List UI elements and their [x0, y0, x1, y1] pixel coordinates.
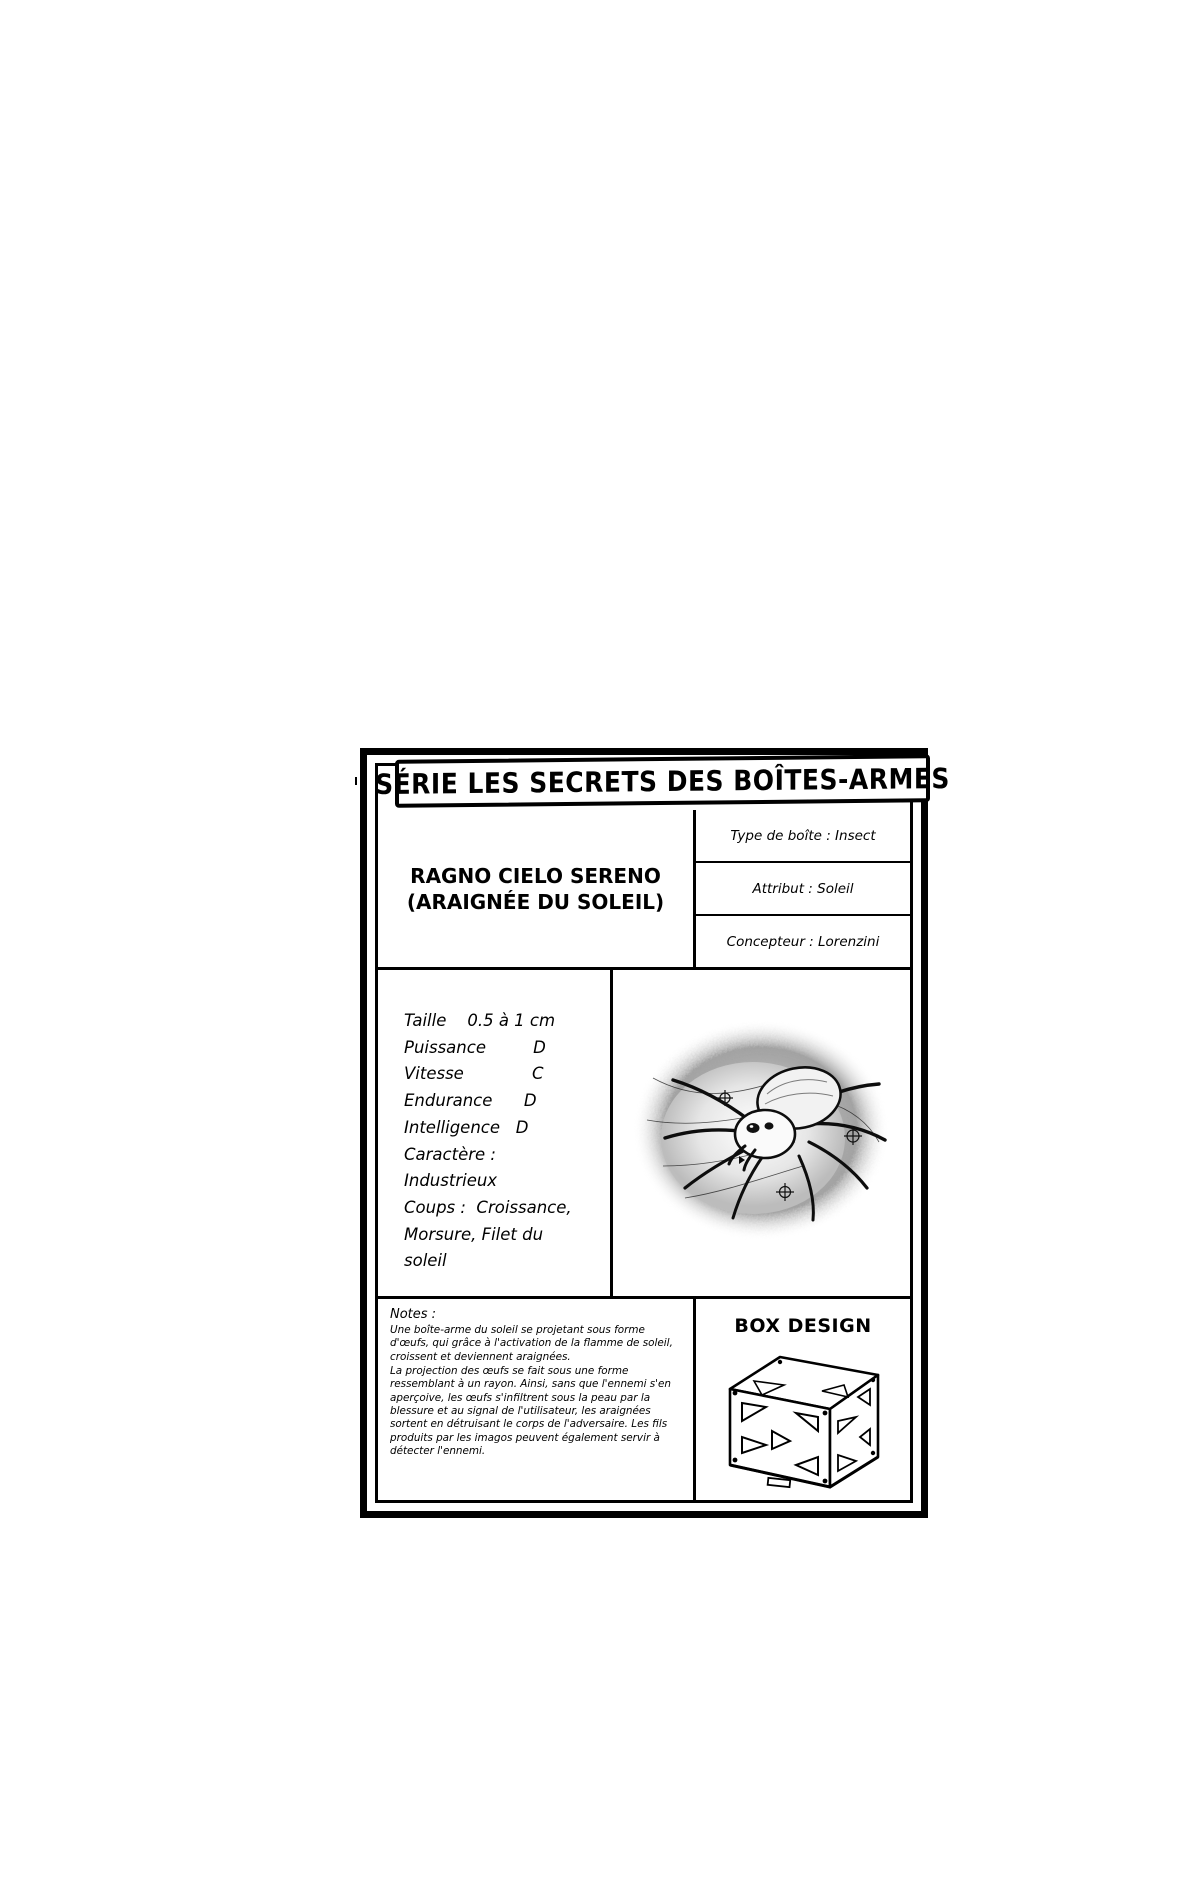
- stat-character-label: Caractère :: [404, 1144, 496, 1164]
- stat-endurance: Endurance D: [404, 1091, 537, 1111]
- card-title-text: SÉRIE LES SECRETS DES BOÎTES-ARMES: [375, 761, 950, 801]
- card-middle-row: [378, 970, 910, 1299]
- cube-box-illustration: [710, 1345, 896, 1500]
- spec-row-designer: Concepteur : Lorenzini: [726, 933, 880, 950]
- card-header-row: [378, 810, 910, 970]
- notes-block: [378, 1299, 696, 1500]
- stat-power: Puissance D: [404, 1037, 546, 1057]
- stats-block: [378, 970, 613, 1296]
- stat-character-value: Industrieux: [404, 1171, 498, 1191]
- decorative-tick: [361, 775, 363, 783]
- stat-intelligence: Intelligence D: [404, 1117, 529, 1137]
- spider-illustration: [613, 970, 910, 1296]
- spec-table: [696, 810, 910, 967]
- card-title-banner: [375, 754, 950, 808]
- stat-size: Taille 0.5 à 1 cm: [404, 1011, 556, 1030]
- notes-paragraph-2: La projection des œufs se fait sous une forme ressemblant à un rayon. Ainsi, sans que l'ennemi s'en aperçoive, les œufs s'infiltrent sous la peau par la blessure et au signal de l'utilisateur, les araignées sortent en détruisant le corps de l'adversaire. Les fils produits par les imagos peuvent également servir à détecter l'ennemi.: [390, 1364, 672, 1457]
- notes-title: Notes :: [390, 1307, 437, 1322]
- stat-moves-line2: Morsure, Filet du: [404, 1224, 544, 1244]
- notes-paragraph-1: Une boîte-arme du soleil se projetant sous forme d'œufs, qui grâce à l'activation de la flamme de soleil, croissent et deviennent araignées.: [390, 1324, 673, 1363]
- stat-speed: Vitesse C: [404, 1064, 544, 1084]
- card-bottom-row: [378, 1299, 910, 1500]
- box-design-block: [696, 1299, 910, 1500]
- stat-moves-line3: soleil: [404, 1251, 447, 1271]
- stat-moves-line1: Coups : Croissance,: [404, 1198, 572, 1218]
- decorative-tick: [355, 777, 357, 785]
- box-design-title: BOX DESIGN: [734, 1315, 872, 1337]
- weapon-box-card: [360, 748, 950, 1518]
- spec-row-box-type: Type de boîte : Insect: [696, 810, 910, 863]
- creature-name-secondary: (ARAIGNÉE DU SOLEIL): [406, 889, 665, 914]
- spec-row-attribute: Attribut : Soleil: [696, 863, 910, 916]
- creature-name-primary: RAGNO CIELO SERENO: [410, 863, 661, 888]
- card-inner-frame: [375, 761, 950, 1503]
- creature-name-block: [378, 810, 696, 967]
